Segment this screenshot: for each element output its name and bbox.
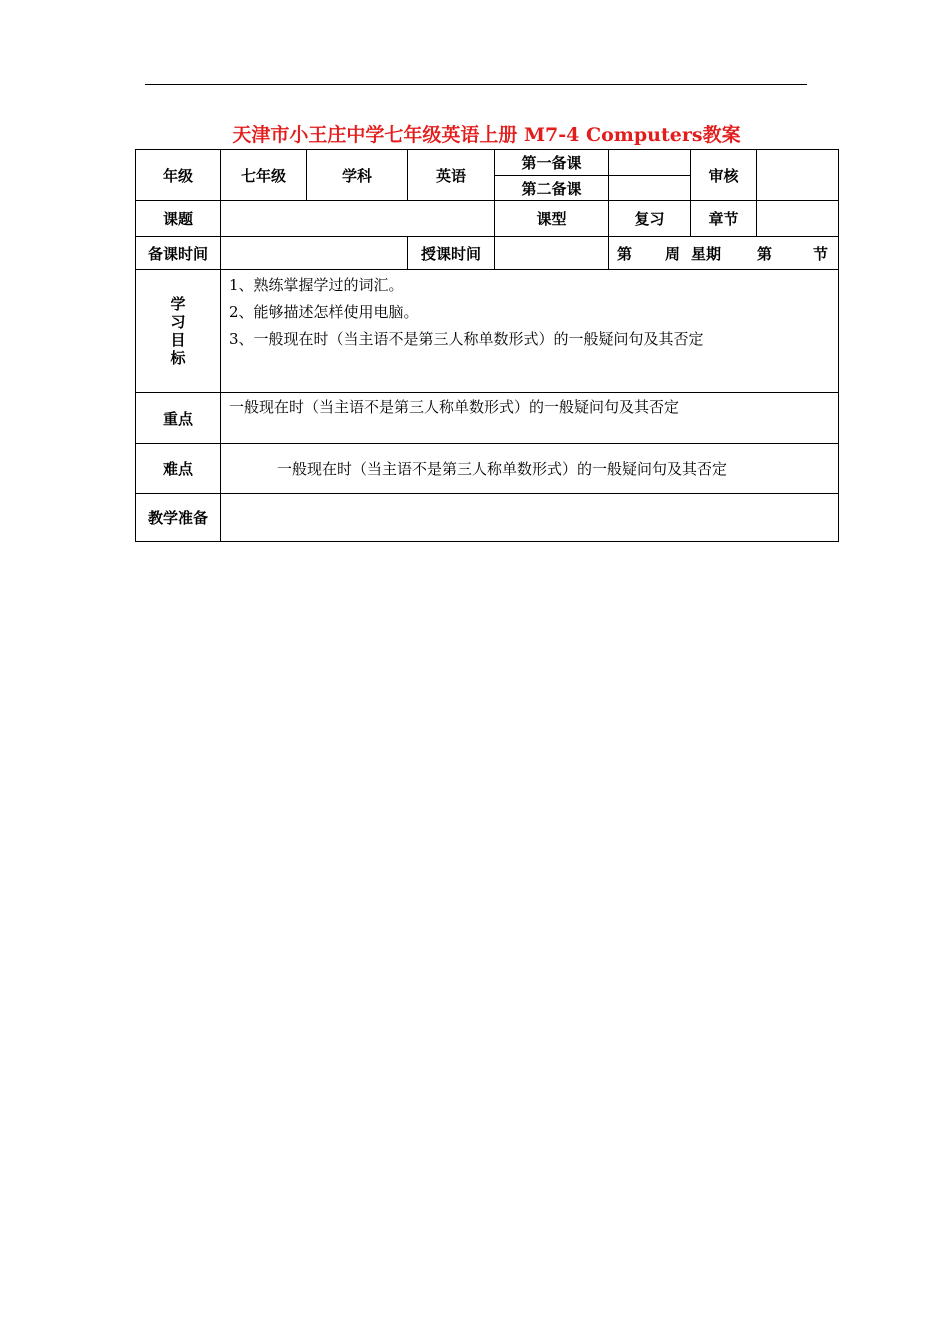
lesson-plan-table (135, 149, 839, 542)
goals-label-char: 标 (170, 349, 186, 367)
document-title: 天津市小王庄中学七年级英语上册 M7-4 Computers教案 (232, 124, 741, 146)
topic-value (221, 201, 495, 237)
lesson-type-value: 复习 (609, 201, 691, 237)
review-value (757, 150, 839, 201)
goals-label-char: 目 (170, 331, 186, 349)
week-xingqi: 星期 (691, 244, 722, 263)
grade-value: 七年级 (221, 150, 307, 201)
preparation-label: 教学准备 (136, 494, 221, 542)
goals-label (136, 270, 221, 393)
goals-label-char: 习 (170, 313, 186, 331)
second-prep-value (609, 176, 691, 201)
subject-value: 英语 (408, 150, 495, 201)
teach-time-value (495, 237, 609, 270)
key-point-label: 重点 (136, 393, 221, 444)
key-point-text: 一般现在时（当主语不是第三人称单数形式）的一般疑问句及其否定 (221, 393, 839, 444)
week-zhou: 周 (665, 244, 681, 263)
week-di: 第 (617, 244, 633, 263)
period-di: 第 (757, 244, 773, 263)
prep-time-label: 备课时间 (136, 237, 221, 270)
lesson-type-label: 课型 (495, 201, 609, 237)
goal-item: 2、能够描述怎样使用电脑。 (229, 303, 419, 321)
preparation-value (221, 494, 839, 542)
topic-label: 课题 (136, 201, 221, 237)
chapter-label: 章节 (691, 201, 757, 237)
teach-time-label: 授课时间 (408, 237, 495, 270)
review-label: 审核 (691, 150, 757, 201)
chapter-value (757, 201, 839, 237)
header-rule (145, 84, 807, 85)
difficulty-text: 一般现在时（当主语不是第三人称单数形式）的一般疑问句及其否定 (221, 444, 839, 494)
grade-label: 年级 (136, 150, 221, 201)
subject-label: 学科 (307, 150, 408, 201)
difficulty-label: 难点 (136, 444, 221, 494)
goal-item: 1、熟练掌握学过的词汇。 (229, 276, 404, 294)
first-prep-label: 第一备课 (495, 150, 609, 176)
goals-label-char: 学 (170, 295, 186, 313)
first-prep-value (609, 150, 691, 176)
goals-content (221, 270, 839, 393)
prep-time-value (221, 237, 408, 270)
goal-item: 3、一般现在时（当主语不是第三人称单数形式）的一般疑问句及其否定 (229, 330, 704, 348)
week-schedule (609, 237, 839, 270)
second-prep-label: 第二备课 (495, 176, 609, 201)
period-jie: 节 (813, 244, 829, 263)
